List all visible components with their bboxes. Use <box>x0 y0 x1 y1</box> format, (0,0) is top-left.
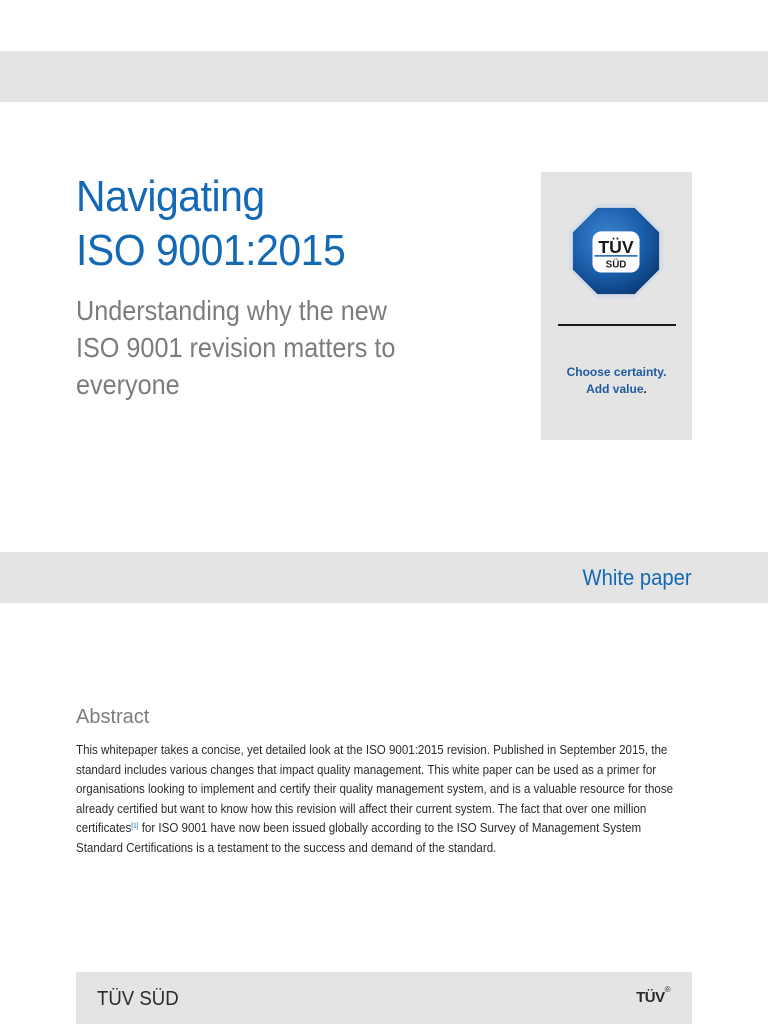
page-title <box>76 170 485 278</box>
top-header-band <box>0 51 768 102</box>
abstract-heading: Abstract <box>76 706 150 728</box>
registered-mark: ® <box>664 985 670 994</box>
logo-mark-top: TÜV <box>598 236 634 257</box>
subtitle-line-3: everyone <box>76 369 180 400</box>
footer-mark-text: TÜV <box>636 989 665 1006</box>
logo-slogan <box>541 364 692 398</box>
footer-brand-name: TÜV SÜD <box>97 988 179 1010</box>
document-type-label: White paper <box>582 565 692 590</box>
footnote-reference: [1] <box>131 823 139 831</box>
slogan-line-1: Choose certainty. <box>566 365 667 379</box>
logo-mark-bottom: SÜD <box>605 259 627 271</box>
title-line-1: Navigating <box>76 172 265 221</box>
white-paper-band <box>0 552 768 603</box>
page-subtitle <box>76 292 463 403</box>
logo-divider <box>558 324 676 326</box>
logo-panel <box>541 172 692 440</box>
abstract-text-part-1: This whitepaper takes a concise, yet detailed look at the ISO 9001:2015 revision. Published in September 2015, the standard includes various changes that impact quality management. This white paper can be used as a primer for organisations looking to implement and certify their quality management system, and is a valuable resource for those already certified but want to know how this revision will affect their current system. The fact that over one million certificates <box>76 743 674 836</box>
slogan-dot: . <box>643 382 647 396</box>
subtitle-line-2: ISO 9001 revision matters to <box>76 332 396 363</box>
slogan-line-2: Add value <box>586 382 644 396</box>
title-line-2: ISO 9001:2015 <box>76 226 346 275</box>
abstract-text-part-2: for ISO 9001 have now been issued globally according to the ISO Survey of Management System Standard Certifications is a testament to the success and demand of the standard. <box>76 821 642 855</box>
subtitle-line-1: Understanding why the new <box>76 295 387 326</box>
abstract-body <box>76 741 690 859</box>
footer-tuv-mark <box>636 985 670 1006</box>
tuv-sud-octagon-icon <box>567 202 665 300</box>
footer-band <box>76 972 692 1024</box>
